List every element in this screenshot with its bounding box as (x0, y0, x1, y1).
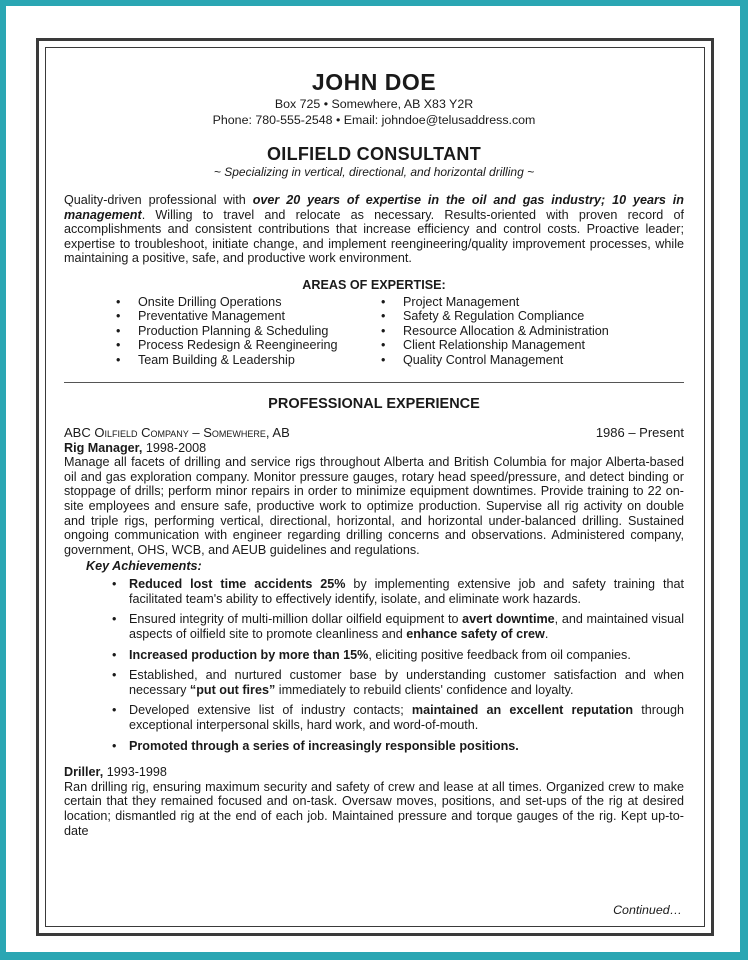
achievement-item (129, 668, 684, 697)
achievements-list (64, 577, 684, 753)
contact-line: Phone: 780-555-2548 • Email: johndoe@telusaddress.com (212, 113, 536, 127)
achievement-text: Ensured integrity of multi-million dollar oilfield equipment to (129, 612, 463, 627)
summary-post: . Willing to travel and relocate as necessary. Results-oriented with proven record of accomplishments and consistent contributions that increase efficiency and control costs. Proactive leader; expertise to troubleshoot, initiate change, and implement reengineering/quality improvement processes, while maintaining a positive, safe, and productive work environment. (64, 207, 684, 266)
experience-heading: PROFESSIONAL EXPERIENCE (268, 395, 480, 412)
role-title: Rig Manager, (64, 440, 143, 455)
achievement-bold: enhance safety of crew (406, 627, 545, 642)
achievement-text: Established, and nurtured customer base by understanding customer satisfaction and when necessary (129, 668, 684, 697)
section-divider (64, 382, 684, 383)
role-years: 1998-2008 (142, 440, 207, 455)
expertise-item: • Process Redesign & Reengineering (116, 338, 381, 353)
achievement-item (129, 739, 684, 754)
expertise-item: • Onsite Drilling Operations (116, 295, 381, 310)
resume-page (6, 6, 740, 952)
expertise-item: • Resource Allocation & Administration (381, 324, 646, 339)
expertise-item: • Preventative Management (116, 309, 381, 324)
achievement-bold: Reduced lost time accidents 25% (129, 577, 346, 592)
role-rig-manager (64, 441, 684, 456)
expertise-item: • Production Planning & Scheduling (116, 324, 381, 339)
expertise-item: • Team Building & Leadership (116, 353, 381, 368)
role-description: Manage all facets of drilling and service rigs throughout Alberta and British Columbia for major Alberta-based oil and gas exploration company. Monitor pressure gauges, rotary head speed/pressure, and detect binding or stoppage of drills; perform minor repairs in order to minimize equipment downtimes. Provide training to 22 on-site employees and ensure safe, productive work to optimize production. Supervise all rig activity on double and triple rigs, performing vertical, directional, horizontal, and horizontal under-balanced drilling. Sustained ongoing communication with engineer regarding drilling concerns and observations. Administered company, government, OHS, WCB, and AEUB guidelines and regulations. (64, 455, 684, 557)
expertise-item: • Quality Control Management (381, 353, 646, 368)
expertise-item: • Project Management (381, 295, 646, 310)
achievement-text: . (544, 627, 549, 642)
role-years: 1993-1998 (103, 765, 167, 780)
tagline: ~ Specializing in vertical, directional, and horizontal drilling ~ (213, 165, 535, 179)
summary-highlight: over 20 years of expertise in the oil and gas industry; 10 years in management (64, 193, 684, 222)
achievement-text: Developed extensive list of industry contacts; (129, 703, 412, 718)
achievement-bold: maintained an excellent reputation (411, 703, 634, 718)
achievement-text: through exceptional interpersonal skills, hard work, and word-of-mouth. (129, 703, 684, 733)
expertise-lists (116, 295, 684, 368)
achievement-item (129, 648, 684, 663)
expertise-right-list (381, 295, 646, 368)
address-line: Box 725 • Somewhere, AB X83 Y2R (274, 97, 474, 111)
expertise-item: • Safety & Regulation Compliance (381, 309, 646, 324)
achievement-text: , eliciting positive feedback from oil companies. (368, 647, 631, 662)
continued-note: Continued… (613, 903, 682, 917)
achievement-item (129, 703, 684, 732)
company-line (64, 425, 684, 441)
achievement-bold: Increased production by more than 15% (129, 647, 369, 662)
summary-pre: Quality-driven professional with (64, 193, 253, 207)
expertise-heading: AREAS OF EXPERTISE: (302, 277, 446, 292)
role-driller (64, 765, 684, 780)
achievement-text: immediately to rebuild clients' confidence and loyalty. (275, 682, 574, 697)
job-title: OILFIELD CONSULTANT (266, 144, 481, 164)
achievement-bold: Promoted through a series of increasingly responsible positions. (129, 738, 519, 753)
achievement-bold: avert downtime (462, 612, 555, 627)
achievement-text: by implementing extensive job and safety training that facilitated team's ability to effectively identify, isolate, and eliminate work hazards. (129, 577, 684, 606)
achievement-bold: “put out fires” (189, 682, 276, 697)
candidate-name: JOHN DOE (311, 69, 437, 95)
achievement-item (129, 612, 684, 641)
achievement-item (129, 577, 684, 606)
company-dates: 1986 – Present (595, 424, 684, 440)
resume-content (64, 68, 684, 838)
role-title: Driller, (64, 765, 104, 780)
summary-paragraph (64, 193, 684, 266)
expertise-left-list (116, 295, 381, 368)
key-achievements-label: Key Achievements: (86, 559, 202, 574)
achievement-text: , and maintained visual aspects of oilfield site to promote cleanliness and (129, 612, 684, 642)
company-name: ABC Oilfield Company – Somewhere, AB (64, 424, 290, 440)
role-description: Ran drilling rig, ensuring maximum security and safety of crew and lease at all times. Organized crew to make certain that they remained focused and on-task. Oversaw moves, positions, and set-ups of the rig at desired location; dismantled rig at the end of each job. Maintained pressure and torque gauges of the rig. Kept up-to-date (64, 779, 684, 838)
expertise-item: • Client Relationship Management (381, 338, 646, 353)
